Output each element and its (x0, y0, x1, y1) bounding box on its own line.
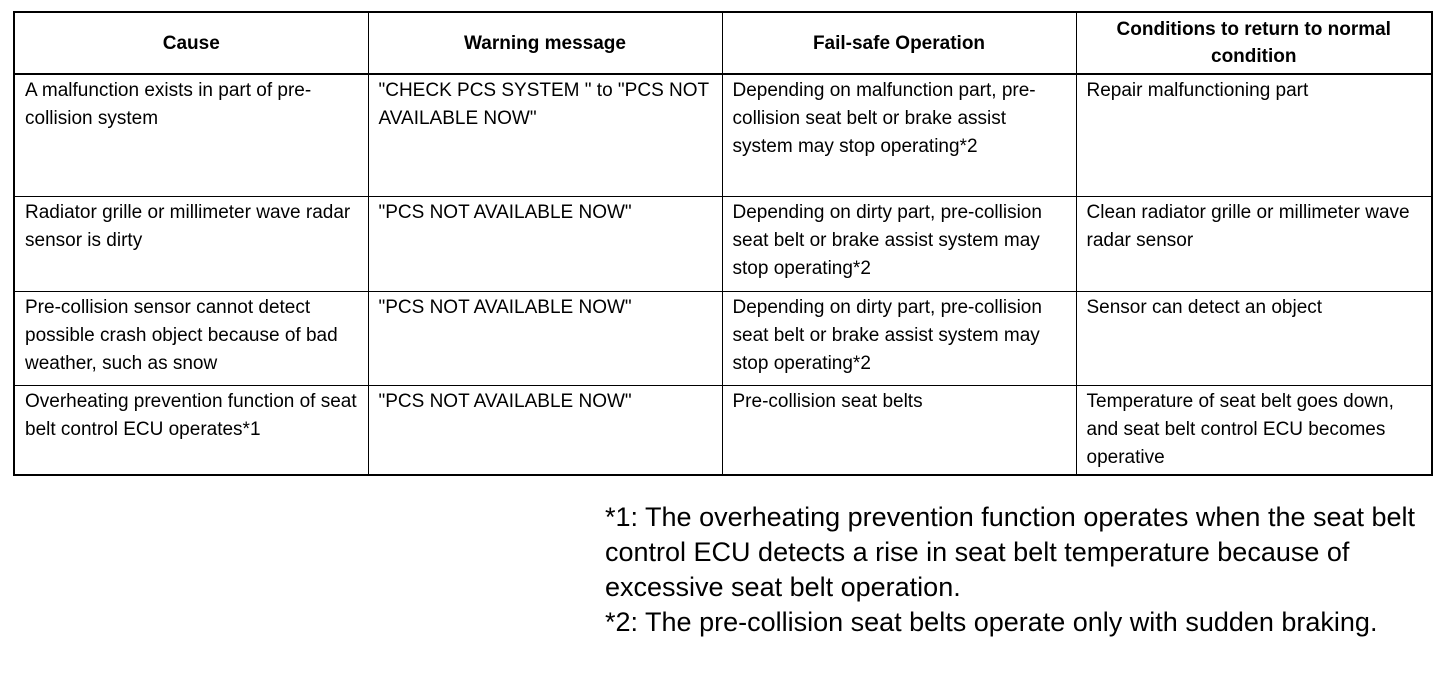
cell-cause: A malfunction exists in part of pre-collision system (14, 74, 368, 196)
table-row (14, 385, 1432, 475)
footnote-1: *1: The overheating prevention function operates when the seat belt control ECU detects a rise in seat belt temperature because of excessive seat belt operation. (605, 502, 1416, 602)
cell-warning: "PCS NOT AVAILABLE NOW" (368, 291, 722, 385)
footnote-2: *2: The pre-collision seat belts operate only with sudden braking. (605, 607, 1378, 637)
cell-warning: "PCS NOT AVAILABLE NOW" (368, 196, 722, 291)
header-cause: Cause (14, 12, 368, 74)
table-row (14, 291, 1432, 385)
cell-failsafe: Depending on dirty part, pre-collision seat belt or brake assist system may stop operating*2 (722, 196, 1076, 291)
cell-cause: Pre-collision sensor cannot detect possible crash object because of bad weather, such as snow (14, 291, 368, 385)
cell-failsafe: Depending on malfunction part, pre-collision seat belt or brake assist system may stop operating*2 (722, 74, 1076, 196)
fail-safe-table (13, 11, 1433, 476)
header-row (14, 12, 1432, 74)
footnotes (605, 500, 1435, 640)
table-body (14, 74, 1432, 475)
cell-cause: Overheating prevention function of seat belt control ECU operates*1 (14, 385, 368, 475)
header-warning-message: Warning message (368, 12, 722, 74)
cell-conditions: Temperature of seat belt goes down, and seat belt control ECU becomes operative (1076, 385, 1432, 475)
table-row (14, 74, 1432, 196)
cell-warning: "PCS NOT AVAILABLE NOW" (368, 385, 722, 475)
table-row (14, 196, 1432, 291)
cell-conditions: Clean radiator grille or millimeter wave radar sensor (1076, 196, 1432, 291)
header-fail-safe-operation: Fail-safe Operation (722, 12, 1076, 74)
table-header (14, 12, 1432, 74)
cell-warning: "CHECK PCS SYSTEM " to "PCS NOT AVAILABLE NOW" (368, 74, 722, 196)
cell-conditions: Repair malfunctioning part (1076, 74, 1432, 196)
cell-cause: Radiator grille or millimeter wave radar sensor is dirty (14, 196, 368, 291)
cell-conditions: Sensor can detect an object (1076, 291, 1432, 385)
header-conditions-to-return: Conditions to return to normal condition (1076, 12, 1432, 74)
cell-failsafe: Pre-collision seat belts (722, 385, 1076, 475)
cell-failsafe: Depending on dirty part, pre-collision seat belt or brake assist system may stop operating*2 (722, 291, 1076, 385)
